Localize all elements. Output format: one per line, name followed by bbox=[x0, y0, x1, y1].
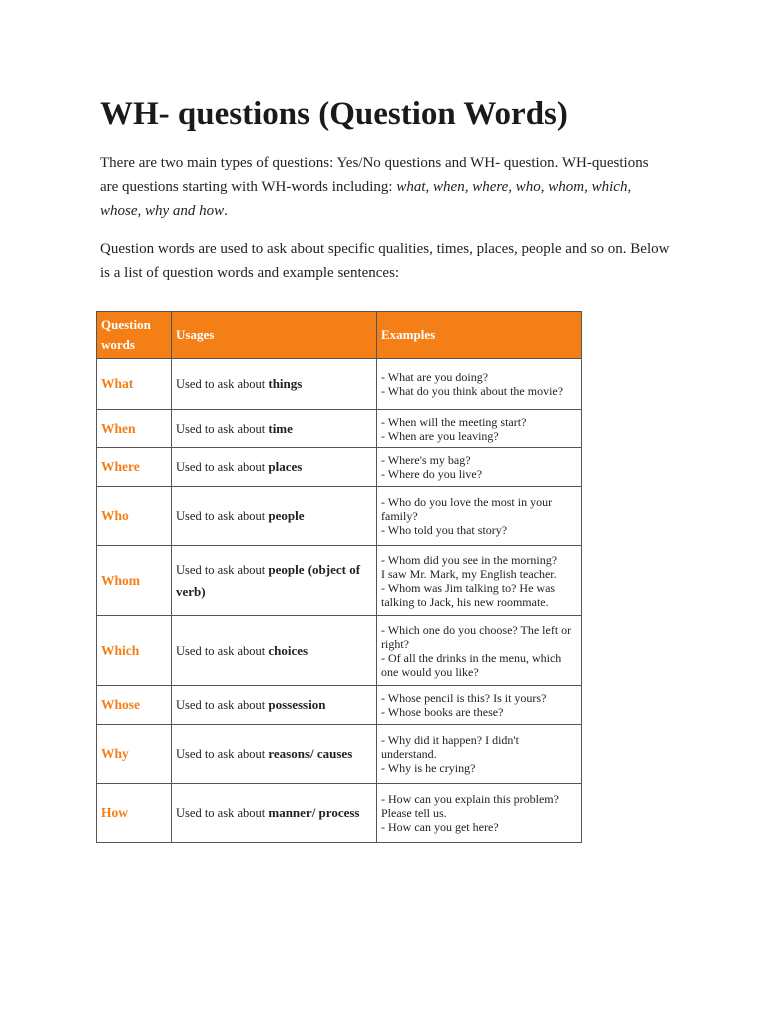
intro-text: There are two main types of questions: Yes/No questions and WH- question. WH-questions are questions starting with WH-words including: bbox=[100, 155, 649, 195]
usage-topic: possession bbox=[268, 697, 326, 712]
example-sentence: - What are you doing? bbox=[381, 370, 489, 384]
examples-cell bbox=[377, 784, 582, 843]
example-sentence: - Of all the drinks in the menu, which one would you like? bbox=[381, 650, 562, 679]
example-sentence: - When are you leaving? bbox=[381, 428, 499, 443]
examples-cell bbox=[377, 487, 582, 546]
example-sentence: I saw Mr. Mark, my English teacher. bbox=[381, 566, 557, 581]
table-row bbox=[97, 448, 582, 487]
examples-cell bbox=[377, 686, 582, 725]
example-sentence: - What do you think about the movie? bbox=[381, 384, 564, 398]
question-word: Where bbox=[97, 448, 172, 487]
question-words-table bbox=[96, 311, 582, 843]
example-sentence: - When will the meeting start? bbox=[381, 414, 527, 429]
usage-prefix: Used to ask about bbox=[176, 562, 266, 577]
table-row bbox=[97, 686, 582, 725]
usage-prefix: Used to ask about bbox=[176, 509, 266, 523]
question-word: Who bbox=[97, 487, 172, 546]
usage-prefix: Used to ask about bbox=[176, 421, 266, 436]
usage-prefix: Used to ask about bbox=[176, 643, 266, 658]
examples-cell bbox=[377, 725, 582, 784]
usage-topic: time bbox=[268, 420, 293, 436]
question-word: What bbox=[97, 359, 172, 410]
example-sentence: - Whose books are these? bbox=[381, 705, 504, 719]
usage-prefix: Used to ask about bbox=[176, 698, 266, 712]
usage-topic: people bbox=[268, 508, 305, 523]
example-sentence: - Who told you that story? bbox=[381, 523, 508, 537]
usage-cell bbox=[172, 784, 377, 843]
question-word: Whom bbox=[97, 546, 172, 616]
example-sentence: - How can you get here? bbox=[381, 820, 499, 834]
usage-cell bbox=[172, 359, 377, 410]
usage-prefix: Used to ask about bbox=[176, 747, 266, 761]
intro-paragraph-2: Question words are used to ask about specific qualities, times, places, people and so on. Below is a list of question words and example sentences: bbox=[100, 241, 670, 281]
usage-topic: choices bbox=[268, 642, 309, 658]
table-row bbox=[97, 487, 582, 546]
example-sentence: - Why did it happen? I didn't understand. bbox=[381, 733, 519, 761]
usage-cell bbox=[172, 546, 377, 616]
page-title: WH- questions (Question Words) bbox=[100, 96, 568, 132]
usage-topic: manner/ process bbox=[268, 805, 360, 820]
question-word: How bbox=[97, 784, 172, 843]
question-word: When bbox=[97, 410, 172, 448]
usage-cell bbox=[172, 410, 377, 448]
example-sentence: - Which one do you choose? The left or right? bbox=[381, 622, 572, 651]
example-sentence: - Why is he crying? bbox=[381, 761, 476, 775]
table-row bbox=[97, 725, 582, 784]
table-row bbox=[97, 410, 582, 448]
example-sentence: - How can you explain this problem? Please tell us. bbox=[381, 792, 559, 820]
table-row bbox=[97, 546, 582, 616]
examples-cell bbox=[377, 546, 582, 616]
usage-cell bbox=[172, 725, 377, 784]
header-examples: Examples bbox=[377, 312, 582, 359]
example-sentence: - Who do you love the most in your family? bbox=[381, 495, 553, 523]
table-row bbox=[97, 616, 582, 686]
header-question-words: Question words bbox=[97, 312, 172, 359]
example-sentence: - Whose pencil is this? Is it yours? bbox=[381, 691, 547, 705]
table-header-row bbox=[97, 312, 582, 359]
examples-cell bbox=[377, 359, 582, 410]
question-word: Which bbox=[97, 616, 172, 686]
examples-cell bbox=[377, 616, 582, 686]
examples-cell bbox=[377, 448, 582, 487]
usage-topic: places bbox=[268, 459, 303, 474]
usage-topic: people (object of verb) bbox=[176, 561, 361, 599]
example-sentence: - Where do you live? bbox=[381, 467, 483, 481]
usage-prefix: Used to ask about bbox=[176, 377, 266, 391]
example-sentence: - Where's my bag? bbox=[381, 453, 471, 467]
usage-prefix: Used to ask about bbox=[176, 460, 266, 474]
intro-paragraph bbox=[100, 151, 670, 223]
usage-cell bbox=[172, 448, 377, 487]
usage-topic: reasons/ causes bbox=[268, 746, 353, 761]
question-word: Why bbox=[97, 725, 172, 784]
example-sentence: - Whom did you see in the morning? bbox=[381, 552, 558, 567]
question-word: Whose bbox=[97, 686, 172, 725]
usage-topic: things bbox=[268, 376, 303, 391]
examples-cell bbox=[377, 410, 582, 448]
table-row bbox=[97, 784, 582, 843]
table-row bbox=[97, 359, 582, 410]
usage-prefix: Used to ask about bbox=[176, 806, 266, 820]
intro-wh-words: what, when, where, who, whom, which, whose, why and how bbox=[100, 179, 632, 219]
intro-period: . bbox=[224, 203, 228, 219]
usage-cell bbox=[172, 487, 377, 546]
example-sentence: - Whom was Jim talking to? He was talking to Jack, his new roommate. bbox=[381, 580, 556, 609]
header-usages: Usages bbox=[172, 312, 377, 359]
usage-cell bbox=[172, 616, 377, 686]
usage-cell bbox=[172, 686, 377, 725]
